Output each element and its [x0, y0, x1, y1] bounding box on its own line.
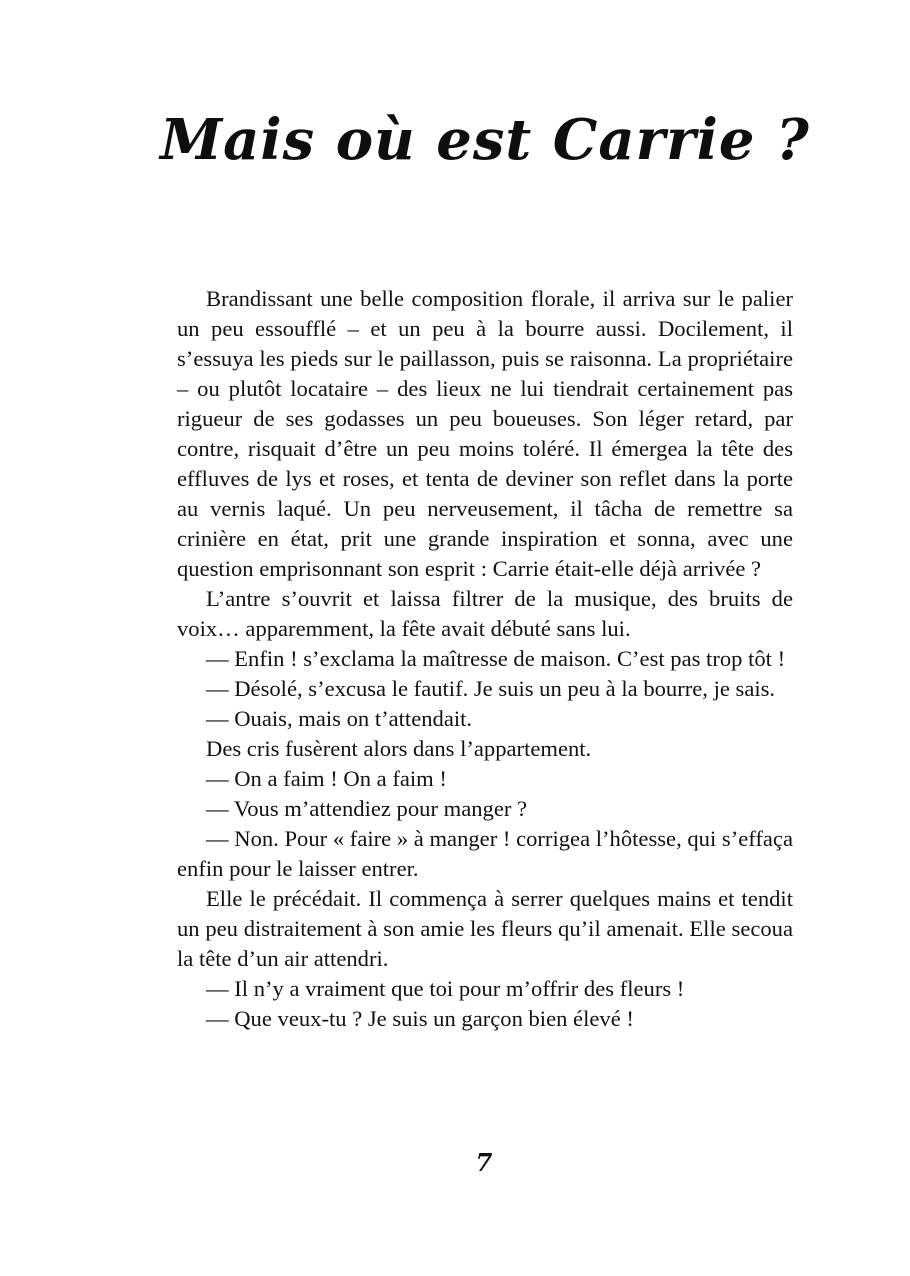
dialogue-line: — Enfin ! s’exclama la maîtresse de maison. C’est pas trop tôt ! [206, 646, 786, 671]
chapter-body [177, 284, 793, 1034]
dialogue-line: — Ouais, mais on t’attendait. [206, 706, 473, 731]
dialogue-line: — Désolé, s’excusa le fautif. Je suis un peu à la bourre, je sais. [206, 676, 776, 701]
dialogue-line: — Il n’y a vraiment que toi pour m’offrir des fleurs ! [206, 976, 685, 1001]
dialogue-line: — Non. Pour « faire » à manger ! corrigea l’hôtesse, qui s’effaça enfin pour le laisser entrer. [177, 826, 793, 881]
paragraph: Brandissant une belle composition florale, il arriva sur le palier un peu essoufflé – et un peu à la bourre aussi. Docilement, il s’essuya les pieds sur le paillasson, puis se raisonna. La propriétaire – ou plutôt locataire – des lieux ne lui tiendrait certainement pas rigueur de ses godasses un peu boueuses. Son léger retard, par contre, risquait d’être un peu moins toléré. Il émergea la tête des effluves de lys et roses, et tenta de deviner son reflet dans la porte au vernis laqué. Un peu nerveusement, il tâcha de remettre sa crinière en état, prit une grande inspiration et sonna, avec une question emprisonnant son esprit : Carrie était-elle déjà arrivée ? [177, 286, 793, 581]
dialogue-line: — On a faim ! On a faim ! [206, 766, 447, 791]
page-number: 7 [475, 1148, 493, 1177]
chapter-title: Mais où est Carrie ? [160, 107, 810, 173]
paragraph: Des cris fusèrent alors dans l’appartement. [206, 736, 592, 761]
paragraph: Elle le précédait. Il commença à serrer quelques mains et tendit un peu distraitement à son amie les fleurs qu’il amenait. Elle secoua la tête d’un air attendri. [177, 886, 793, 971]
paragraph: L’antre s’ouvrit et laissa filtrer de la musique, des bruits de voix… apparemment, la fête avait débuté sans lui. [177, 586, 793, 641]
dialogue-line: — Vous m’attendiez pour manger ? [206, 796, 528, 821]
dialogue-line: — Que veux-tu ? Je suis un garçon bien élevé ! [206, 1006, 634, 1031]
